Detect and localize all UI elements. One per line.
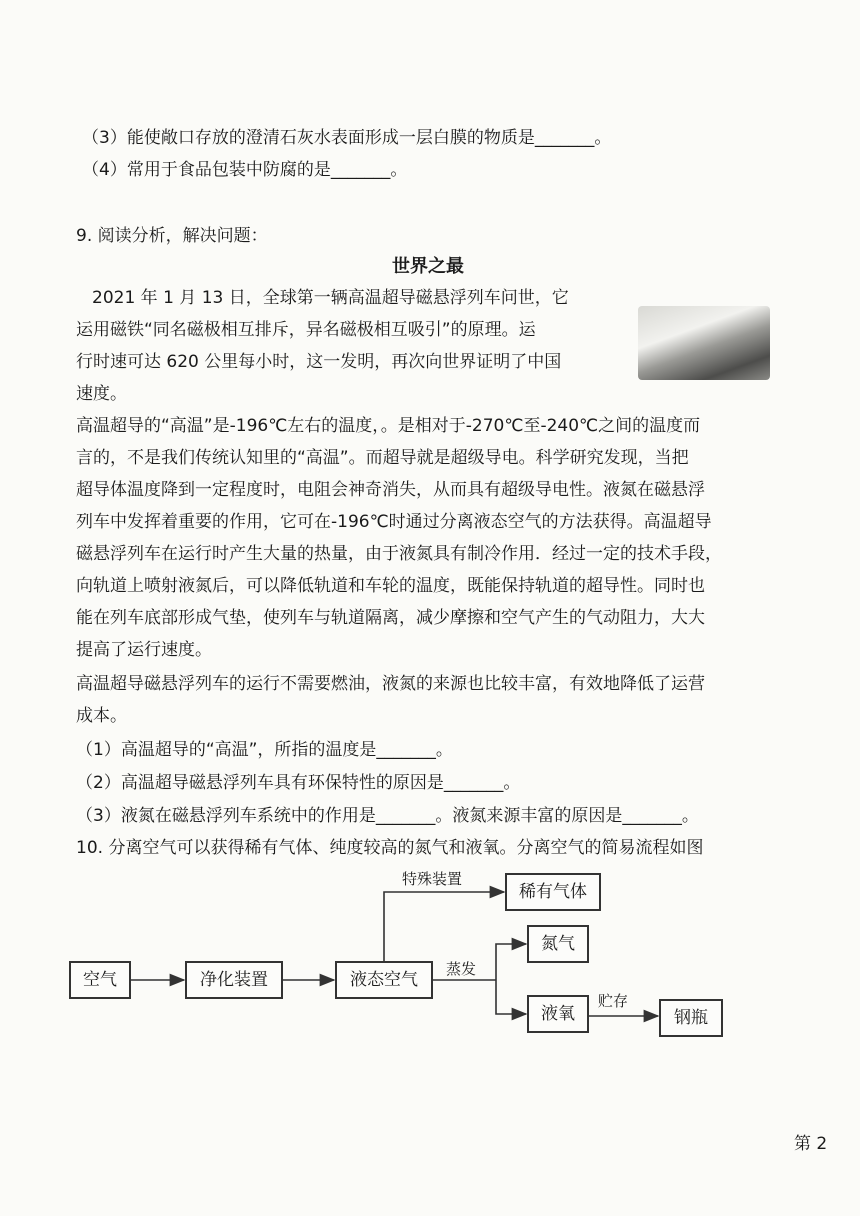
article-line: 列车中发挥着重要的作用，它可在-196℃时通过分离液态空气的方法获得。高温超导 xyxy=(76,512,712,532)
liquid-oxygen-label: 液氧 xyxy=(541,1004,575,1024)
article-line: 行时速可达 620 公里每小时，这一发明，再次向世界证明了中国 xyxy=(76,352,562,372)
article-line: 运用磁铁“同名磁极相互排斥，异名磁极相互吸引”的原理。运 xyxy=(76,320,536,340)
arrow-to-liquid-oxygen xyxy=(496,980,526,1014)
question-8-3: （3）能使敞口存放的澄清石灰水表面形成一层白膜的物质是_______。 xyxy=(82,128,612,148)
article-line: 言的，不是我们传统认知里的“高温”。而超导就是超级导电。科学研究发现，当把 xyxy=(76,448,689,468)
question-8-4: （4）常用于食品包装中防腐的是_______。 xyxy=(82,160,408,180)
arrow-to-nitrogen xyxy=(496,944,526,980)
question-9-2: （2）高温超导磁悬浮列车具有环保特性的原因是_______。 xyxy=(76,773,521,793)
article-line: 向轨道上喷射液氮后，可以降低轨道和车轮的温度，既能保持轨道的超导性。同时也 xyxy=(76,576,705,596)
article-line: 提高了运行速度。 xyxy=(76,640,212,660)
purifier-label: 净化装置 xyxy=(200,970,268,990)
article-line: 高温超导磁悬浮列车的运行不需要燃油，液氮的来源也比较丰富，有效地降低了运营 xyxy=(76,674,705,694)
store-label: 贮存 xyxy=(598,992,629,1010)
question-9-1: （1）高温超导的“高温”，所指的温度是_______。 xyxy=(76,740,453,760)
arrow-to-rare-gas xyxy=(384,892,504,962)
article-line: 高温超导的“高温”是-196℃左右的温度，。是相对于-270℃至-240℃之间的温度而 xyxy=(76,416,701,436)
cylinder-label: 钢瓶 xyxy=(674,1008,708,1028)
question-9-3: （3）液氮在磁悬浮列车系统中的作用是_______。液氮来源丰富的原因是_______。 xyxy=(76,806,699,826)
article-line: 成本。 xyxy=(76,706,127,726)
rare-gas-label: 稀有气体 xyxy=(519,882,587,902)
article-line: 2021 年 1 月 13 日，全球第一辆高温超导磁悬浮列车问世，它 xyxy=(92,288,569,308)
question-10-heading: 10. 分离空气可以获得稀有气体、纯度较高的氮气和液氧。分离空气的简易流程如图 xyxy=(76,838,704,858)
special-device-label: 特殊装置 xyxy=(402,870,463,888)
air-label: 空气 xyxy=(83,970,117,990)
article-title: 世界之最 xyxy=(392,256,464,277)
article-line: 超导体温度降到一定程度时，电阻会神奇消失，从而具有超级导电性。液氮在磁悬浮 xyxy=(76,480,705,500)
nitrogen-label: 氮气 xyxy=(541,934,575,954)
article-line: 速度。 xyxy=(76,384,127,404)
article-line: 能在列车底部形成气垫，使列车与轨道隔离，减少摩擦和空气产生的气动阻力，大大 xyxy=(76,608,705,628)
liquid-air-label: 液态空气 xyxy=(350,970,418,990)
question-9-heading: 9. 阅读分析，解决问题： xyxy=(76,226,268,246)
page-number: 第 2 xyxy=(794,1134,828,1154)
article-line: 磁悬浮列车在运行时产生大量的热量，由于液氮具有制冷作用．经过一定的技术手段， xyxy=(76,544,722,564)
evaporate-label: 蒸发 xyxy=(446,960,477,978)
